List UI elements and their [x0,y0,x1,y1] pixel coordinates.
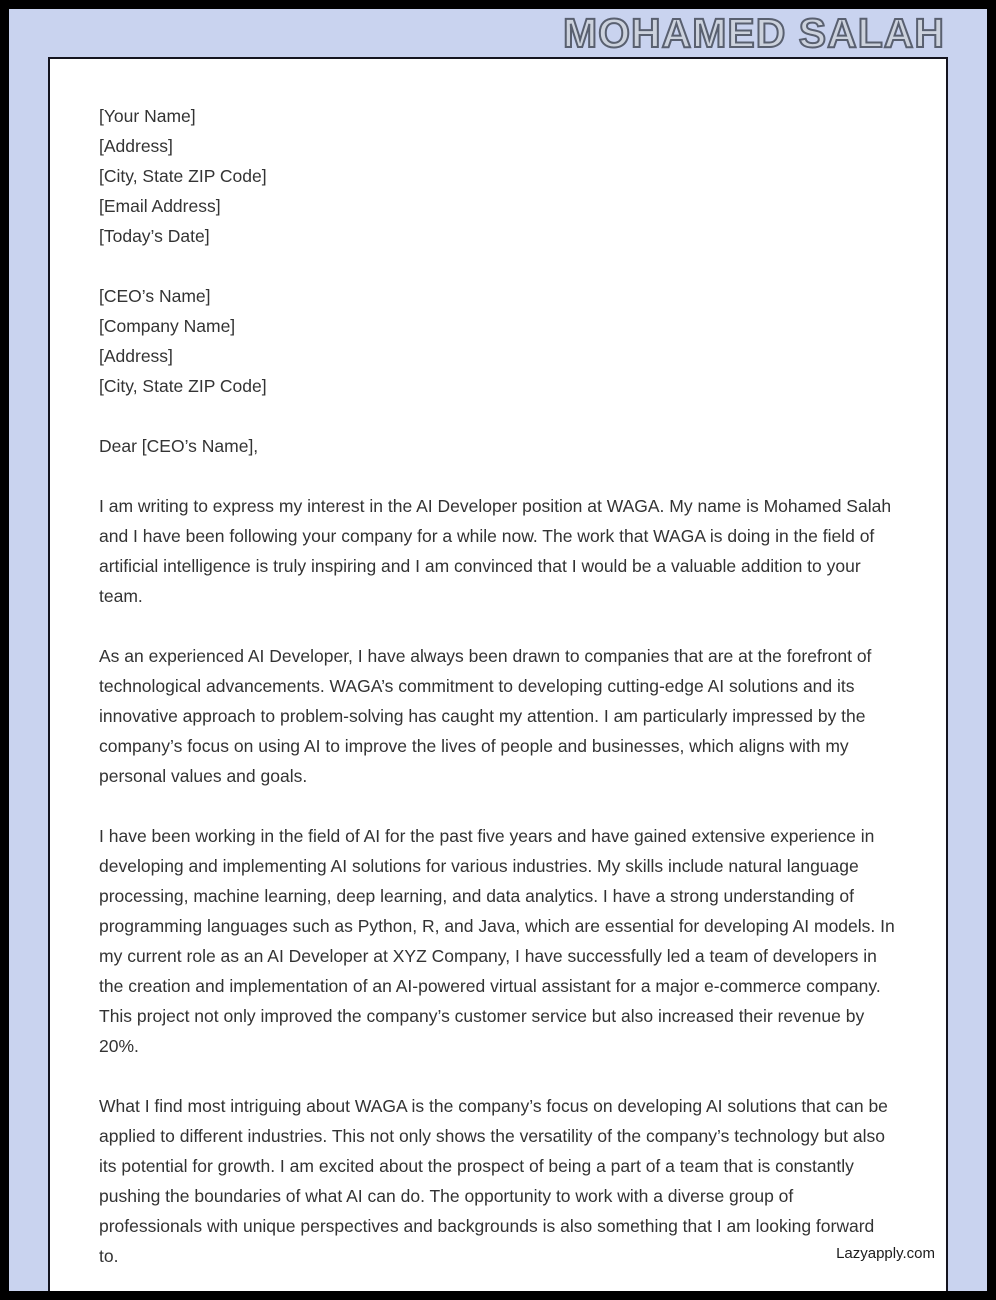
letter-page [48,57,948,1300]
sender-name-line: [Your Name] [99,106,196,126]
sender-block [99,101,897,251]
letter-paragraph-4: What I find most intriguing about WAGA is the company’s focus on developing AI solutions that can be applied to different industries. This not only shows the versatility of the company’s technology but also its potential for growth. I am excited about the prospect of being a part of a team that is constantly pushing the boundaries of what AI can do. The opportunity to work with a diverse group of professionals with unique perspectives and backgrounds is also something that I am looking forward to. [99,1096,888,1266]
letter-paragraph-1: I am writing to express my interest in the AI Developer position at WAGA. My name is Mohamed Salah and I have been following your company for a while now. The work that WAGA is doing in the field of artificial intelligence is truly inspiring and I am convinced that I would be a valuable addition to your team. [99,496,892,606]
letter-body [99,101,897,1271]
recipient-city-line: [City, State ZIP Code] [99,376,267,396]
recipient-address-line: [Address] [99,346,173,366]
header-name: MOHAMED SALAH [563,10,945,56]
recipient-block [99,281,897,401]
sender-city-line: [City, State ZIP Code] [99,166,267,186]
watermark-text: Lazyapply.com [836,1245,935,1262]
sender-email-line: [Email Address] [99,196,221,216]
sender-address-line: [Address] [99,136,173,156]
sender-date-line: [Today’s Date] [99,226,210,246]
letter-paragraph-3: I have been working in the field of AI for the past five years and have gained extensive experience in developing and implementing AI solutions for various industries. My skills include natural language processing, machine learning, deep learning, and data analytics. I have a strong understanding of programming languages such as Python, R, and Java, which are essential for developing AI models. In my current role as an AI Developer at XYZ Company, I have successfully led a team of developers in the creation and implementation of an AI-powered virtual assistant for a major e-commerce company. This project not only improved the company’s customer service but also increased their revenue by 20%. [99,826,895,1056]
salutation: Dear [CEO’s Name], [99,436,259,456]
recipient-company-line: [Company Name] [99,316,236,336]
recipient-name-line: [CEO’s Name] [99,286,211,306]
letter-paragraph-2: As an experienced AI Developer, I have always been drawn to companies that are at the forefront of technological advancements. WAGA’s commitment to developing cutting-edge AI solutions and its innovative approach to problem-solving has caught my attention. I am particularly impressed by the company’s focus on using AI to improve the lives of people and businesses, which aligns with my personal values and goals. [99,646,872,786]
